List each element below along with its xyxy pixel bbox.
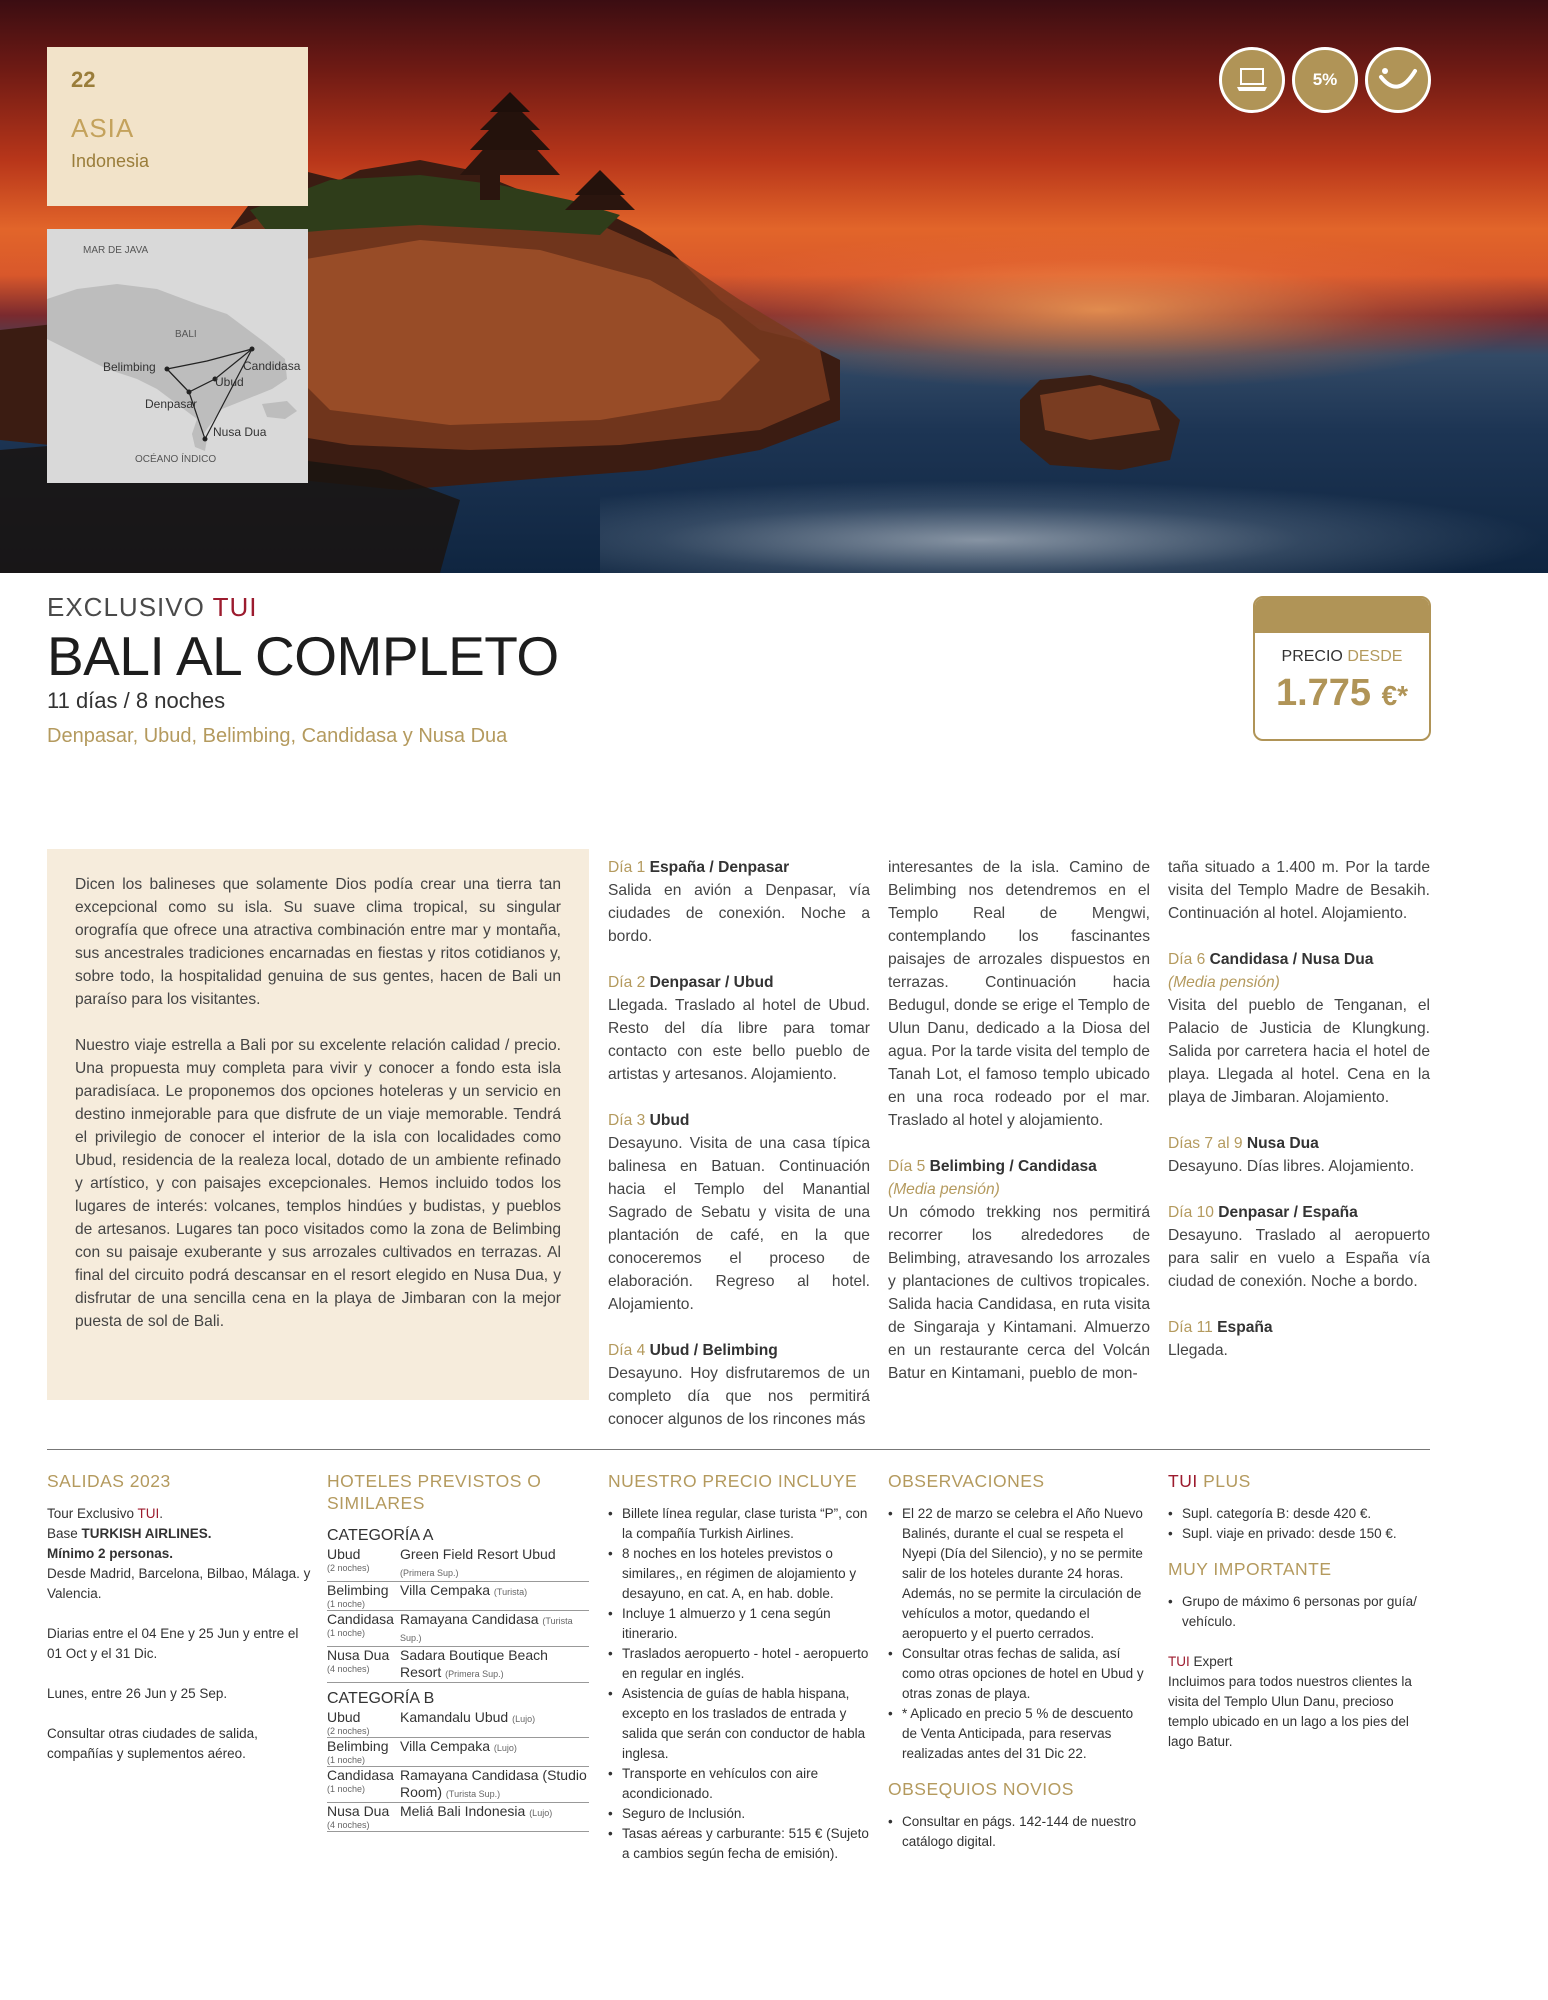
hotel-city: Ubud (327, 1546, 361, 1562)
hotel-name: Meliá Bali Indonesia (400, 1803, 526, 1819)
day-title: Ubud (649, 1112, 690, 1129)
hotel-category: (Lujo) (493, 1743, 517, 1753)
country-label: Indonesia (71, 151, 150, 171)
salidas-airline: TURKISH AIRLINES. (81, 1526, 212, 1541)
itinerary-day (888, 1155, 1150, 1385)
list-item: • Billete línea regular, clase turista “P”, con la compañía Turkish Airlines. (608, 1504, 870, 1544)
hotel-city: Belimbing (327, 1738, 389, 1754)
day-text: Desayuno. Visita de una casa típica balinesa en Batuan. Continuación hacia el Templo del Manantial Sagrado de Sebatu y visita de una plantación de café, en la que conoceremos el proceso de elaboración. Regreso al hotel. Alojamiento. (608, 1135, 870, 1313)
list-item: • Grupo de máximo 6 personas por guía/ vehículo. (1168, 1592, 1430, 1632)
day-label: Día 1 (608, 859, 650, 876)
intro-box (47, 849, 589, 1400)
hotel-nights: (1 noche) (327, 1784, 366, 1794)
list-item: • Consultar en págs. 142-144 de nuestro catálogo digital. (888, 1812, 1150, 1852)
price-amount: 1.775 (1275, 672, 1382, 714)
observaciones-heading: OBSERVACIONES (888, 1471, 1045, 1491)
hotel-name-cell (400, 1582, 589, 1609)
hotel-name-cell (400, 1803, 589, 1830)
day-label: Día 4 (608, 1342, 650, 1359)
salidas-origins: Desde Madrid, Barcelona, Bilbao, Málaga. y Valencia. (47, 1566, 311, 1601)
hotel-name-cell (400, 1647, 589, 1681)
price-box (1253, 596, 1431, 741)
map-city: Nusa Dua (213, 425, 267, 439)
tui-expert-text: Incluimos para todos nuestros clientes la visita del Templo Ulun Danu, precioso templo ubicado en un lago a los pies del lago Batur. (1168, 1674, 1412, 1749)
hotel-nights: (2 noches) (327, 1563, 370, 1573)
incluye-heading: NUESTRO PRECIO INCLUYE (608, 1471, 858, 1491)
day-text: Desayuno. Hoy disfrutaremos de un completo día que nos permitirá conocer algunos de los rincones más (608, 1365, 870, 1428)
hotel-name: Sadara Boutique Beach Resort (400, 1647, 548, 1680)
hotel-category: (Turista Sup.) (445, 1789, 501, 1799)
hotel-row (327, 1647, 589, 1683)
list-item: • Tasas aéreas y carburante: 515 € (Sujeto a cambios según fecha de emisión). (608, 1824, 870, 1864)
map-city: Candidasa (243, 359, 301, 373)
salidas-text: Base (47, 1526, 82, 1541)
hotel-category: (Primera Sup.) (400, 1568, 459, 1578)
importante-list (1168, 1592, 1430, 1632)
tuiplus-heading (1168, 1470, 1430, 1492)
tuiplus-section (1168, 1470, 1430, 1752)
hotel-name-cell (400, 1611, 589, 1645)
hotel-name: Green Field Resort Ubud (400, 1546, 556, 1562)
day-title: España / Denpasar (649, 859, 790, 876)
discount-5-icon (1292, 47, 1358, 113)
day-note: (Media pensión) (1168, 974, 1280, 991)
day-title: Ubud / Belimbing (649, 1342, 778, 1359)
observaciones-section (888, 1470, 1150, 1852)
tui-smile-icon (1365, 47, 1431, 113)
exclusive-text: EXCLUSIVO (47, 592, 213, 622)
itinerary-column-1 (608, 856, 870, 1454)
list-item: • Traslados aeropuerto - hotel - aeropuerto en regular en inglés. (608, 1644, 870, 1684)
hoteles-section (327, 1470, 589, 1832)
salidas-note: Consultar otras ciudades de salida, compañías y suplementos aéreo. (47, 1726, 258, 1761)
salidas-heading: SALIDAS 2023 (47, 1471, 171, 1491)
day-text: taña situado a 1.400 m. Por la tarde visita del Templo Madre de Besakih. Continuación al hotel. Alojamiento. (1168, 859, 1430, 922)
price-desde: DESDE (1347, 648, 1403, 665)
hotel-city-cell (327, 1738, 400, 1765)
day-text: Llegada. Traslado al hotel de Ubud. Resto del día libre para tomar contacto con este bello pueblo de artistas y artesanos. Alojamiento. (608, 997, 870, 1083)
laptop-icon (1219, 47, 1285, 113)
day-text: Desayuno. Días libres. Alojamiento. (1168, 1158, 1415, 1175)
itinerary-day (608, 856, 870, 948)
obsequios-heading: OBSEQUIOS NOVIOS (888, 1779, 1074, 1799)
hotel-row (327, 1611, 589, 1647)
hotel-name: Ramayana Candidasa (Studio Room) (400, 1767, 587, 1800)
hotel-name: Villa Cempaka (400, 1738, 491, 1754)
day-text: Llegada. (1168, 1342, 1228, 1359)
hotel-category: (Lujo) (512, 1714, 536, 1724)
hotel-category: (Primera Sup.) (445, 1669, 504, 1679)
list-item: • Supl. viaje en privado: desde 150 €. (1168, 1524, 1430, 1544)
salidas-line (47, 1504, 312, 1524)
tui-expert-title (1168, 1652, 1430, 1672)
hotel-nights: (2 noches) (327, 1726, 370, 1736)
hotel-city-cell (327, 1709, 400, 1736)
category-title: CATEGORÍA B (327, 1690, 435, 1707)
list-item: • 8 noches en los hoteles previstos o similares,, en régimen de alojamiento y desayuno, en cat. A, en hab. doble. (608, 1544, 870, 1604)
list-item: • Supl. categoría B: desde 420 €. (1168, 1504, 1430, 1524)
hotel-table-b (327, 1709, 589, 1832)
day-label: Días 7 al 9 (1168, 1135, 1247, 1152)
tuiplus-heading-text: PLUS (1197, 1471, 1251, 1491)
list-item: • Asistencia de guías de habla hispana, excepto en los traslados de entrada y salida que serán con conductor de habla inglesa. (608, 1684, 870, 1764)
observaciones-list (888, 1504, 1150, 1764)
day-text: interesantes de la isla. Camino de Belimbing nos detendremos en el Templo Real de Mengwi, contemplando los fascinantes paisajes de arrozales dispuestos en terrazas. Continuación hacia Bedugul, donde se erige el Templo de Ulun Danu, dedicado a la Diosa del agua. Por la tarde visita del templo de Tanah Lot, el famoso templo ubicado en una roca rodeado por el mar. Traslado al hotel y alojamiento. (888, 859, 1150, 1129)
discount-text: 5% (1312, 70, 1338, 89)
day-text: Un cómodo trekking nos permitirá recorrer los alrededores de Belimbing, atravesando los arrozales y plantaciones de cultivos tropicales. Salida hacia Candidasa, en ruta visita de Singaraja y Kintamani. Almuerzo en un restaurante cerca del Volcán Batur en Kintamani, pueblo de mon- (888, 1204, 1150, 1382)
hotel-city-cell (327, 1647, 400, 1681)
page-title: BALI AL COMPLETO (47, 625, 559, 687)
itinerary-day (1168, 1201, 1430, 1293)
itinerary-day (608, 971, 870, 1086)
price-currency: €* (1381, 680, 1409, 711)
trip-route: Denpasar, Ubud, Belimbing, Candidasa y Nusa Dua (47, 725, 508, 747)
itinerary-day (608, 1109, 870, 1316)
hotel-nights: (4 noches) (327, 1820, 370, 1830)
tuiplus-list (1168, 1504, 1430, 1544)
hotel-city-cell (327, 1611, 400, 1645)
expert-brand: TUI (1168, 1654, 1190, 1669)
hotel-row (327, 1709, 589, 1738)
section-divider (47, 1449, 1430, 1450)
day-title: España (1217, 1319, 1273, 1336)
hoteles-heading: HOTELES PREVISTOS O SIMILARES (327, 1471, 542, 1513)
hotel-row (327, 1546, 589, 1582)
itinerary-day (608, 1339, 870, 1431)
hotel-city: Ubud (327, 1709, 361, 1725)
region-label: ASIA (71, 113, 135, 143)
salidas-text: Tour Exclusivo (47, 1506, 138, 1521)
hotel-nights: (1 noche) (327, 1599, 366, 1609)
day-label: Día 2 (608, 974, 650, 991)
trip-duration: 11 días / 8 noches (47, 688, 226, 713)
map-city: Ubud (215, 375, 244, 389)
map-island-label: BALI (175, 329, 197, 340)
list-item: • Seguro de Inclusión. (608, 1804, 870, 1824)
day-label: Día 3 (608, 1112, 650, 1129)
hotel-name-cell (400, 1738, 589, 1765)
list-item: • Incluye 1 almuerzo y 1 cena según itinerario. (608, 1604, 870, 1644)
hotel-nights: (1 noche) (327, 1628, 366, 1638)
hotel-category: (Turista Sup.) (400, 1616, 573, 1643)
itinerary-day-continued (888, 856, 1150, 1132)
hotel-city: Candidasa (327, 1767, 394, 1783)
price-value (1255, 672, 1429, 715)
day-text: Salida en avión a Denpasar, vía ciudades de conexión. Noche a bordo. (608, 882, 870, 945)
hotel-nights: (1 noche) (327, 1755, 366, 1765)
intro-paragraph: Dicen los balineses que solamente Dios podía crear una tierra tan excepcional como su isla. Su suave clima tropical, su singular orografía que ofrece una atractiva combinación entre mar y montaña, sus ancestrales tradiciones encarnadas en fiestas y ritos cotidianos y, sobre todo, la hospitalidad genuina de sus gentes, hacen de Bali un paraíso para los visitantes. (75, 876, 561, 1008)
hotel-row (327, 1803, 589, 1832)
salidas-dates: Lunes, entre 26 Jun y 25 Sep. (47, 1686, 228, 1701)
hotel-name-cell (400, 1767, 589, 1801)
hotel-category: (Lujo) (529, 1808, 553, 1818)
salidas-line (47, 1544, 312, 1564)
price-label-text: PRECIO (1281, 648, 1348, 665)
itinerary-day (1168, 1316, 1430, 1362)
incluye-list (608, 1504, 870, 1864)
day-label: Día 10 (1168, 1204, 1219, 1221)
hotel-city-cell (327, 1546, 400, 1580)
hotel-city: Nusa Dua (327, 1647, 390, 1663)
route-map (47, 229, 308, 483)
hotel-nights: (4 noches) (327, 1664, 370, 1674)
itinerary-column-3 (1168, 856, 1430, 1385)
page-number: 22 (71, 67, 96, 92)
salidas-min: Mínimo 2 personas. (47, 1546, 174, 1561)
itinerary-day (1168, 1132, 1430, 1178)
day-title: Denpasar / Ubud (649, 974, 774, 991)
list-item: • El 22 de marzo se celebra el Año Nuevo Balinés, durante el cual se respeta el Nyepi (Día del Silencio), y no se permite salir de los hoteles durante 24 horas. Además, no se permite la circulación de vehículos a motor, quedando el aeropuerto y el puerto cerrados. (888, 1504, 1150, 1644)
day-text: Visita del pueblo de Tenganan, el Palacio de Justicia de Klungkung. Salida por carretera hacia el hotel de playa. Llegada al hotel. Cena en la playa de Jimbaran. Alojamiento. (1168, 997, 1430, 1106)
obsequios-list (888, 1812, 1150, 1852)
hotel-name-cell (400, 1709, 589, 1736)
price-label (1255, 648, 1429, 666)
salidas-section (47, 1470, 312, 1784)
importante-heading: MUY IMPORTANTE (1168, 1559, 1332, 1579)
hotel-row (327, 1582, 589, 1611)
map-city: Denpasar (145, 397, 198, 411)
itinerary-day-continued (1168, 856, 1430, 925)
hotel-name-cell (400, 1546, 589, 1580)
hotel-category: (Turista) (493, 1587, 528, 1597)
itinerary-day (1168, 948, 1430, 1109)
hotel-city-cell (327, 1767, 400, 1801)
day-title: Nusa Dua (1246, 1135, 1319, 1152)
salidas-dates: Diarias entre el 04 Ene y 25 Jun y entre el 01 Oct y el 31 Dic. (47, 1626, 299, 1661)
day-note: (Media pensión) (888, 1181, 1000, 1198)
day-title: Denpasar / España (1218, 1204, 1358, 1221)
day-label: Día 6 (1168, 951, 1210, 968)
intro-paragraph: Nuestro viaje estrella a Bali por su excelente relación calidad / precio. Una propuesta muy completa para vivir y conocer a fondo esta isla paradisíaca. Le proponemos dos opciones hoteleras y un servicio en destino inmejorable para que disfrute de un viaje memorable. Tendrá el privilegio de conocer el interior de la isla con localidades como Ubud, residencia de la realeza local, dotado de un ambiente refinado y artístico, y con paisajes excepcionales. Hemos incluido todos los lugares de interés: volcanes, templos hindúes y budistas, y pueblos de artesanos. Lugares tan poco visitados como la zona de Belimbing con su paisaje exuberante y sus arrozales cultivados en terrazas. Al final del circuito podrá descansar en el resort elegido en Nusa Dua, y disfrutar de una sencilla cena en la playa de Jimbaran con la mejor puesta de sol de Bali. (75, 1037, 561, 1330)
hotel-city: Belimbing (327, 1582, 389, 1598)
brand-tui: TUI (212, 592, 258, 622)
hotel-name: Ramayana Candidasa (400, 1611, 539, 1627)
list-item: • * Aplicado en precio 5 % de descuento de Venta Anticipada, para reservas realizadas antes del 31 Dic 22. (888, 1704, 1150, 1764)
day-label: Día 11 (1168, 1319, 1218, 1336)
map-sea-south: OCÉANO ÍNDICO (135, 454, 217, 465)
hotel-city-cell (327, 1803, 400, 1830)
day-text: Desayuno. Traslado al aeropuerto para salir en vuelo a España vía ciudad de conexión. Noche a bordo. (1168, 1227, 1430, 1290)
hotel-name: Villa Cempaka (400, 1582, 491, 1598)
hotel-city: Nusa Dua (327, 1803, 390, 1819)
hotel-row (327, 1767, 589, 1803)
tuiplus-brand: TUI (1168, 1471, 1198, 1491)
hotel-table-a (327, 1546, 589, 1683)
salidas-brand: TUI (137, 1506, 160, 1521)
exclusive-label (47, 592, 257, 623)
list-item: • Transporte en vehículos con aire acondicionado. (608, 1764, 870, 1804)
incluye-section (608, 1470, 870, 1864)
day-label: Día 5 (888, 1158, 930, 1175)
hotel-name: Kamandalu Ubud (400, 1709, 509, 1725)
map-sea-north: MAR DE JAVA (83, 245, 149, 256)
salidas-line (47, 1524, 312, 1544)
day-title: Candidasa / Nusa Dua (1209, 951, 1374, 968)
list-item: • Consultar otras fechas de salida, así como otras opciones de hotel en Ubud y otras zonas de playa. (888, 1644, 1150, 1704)
day-title: Belimbing / Candidasa (929, 1158, 1097, 1175)
page-tag (47, 47, 308, 206)
salidas-text: . (159, 1506, 164, 1521)
expert-title-text: Expert (1189, 1654, 1233, 1669)
hotel-city: Candidasa (327, 1611, 394, 1627)
map-city: Belimbing (103, 360, 156, 374)
itinerary-column-2 (888, 856, 1150, 1408)
category-title: CATEGORÍA A (327, 1527, 434, 1544)
hotel-row (327, 1738, 589, 1767)
hotel-city-cell (327, 1582, 400, 1609)
